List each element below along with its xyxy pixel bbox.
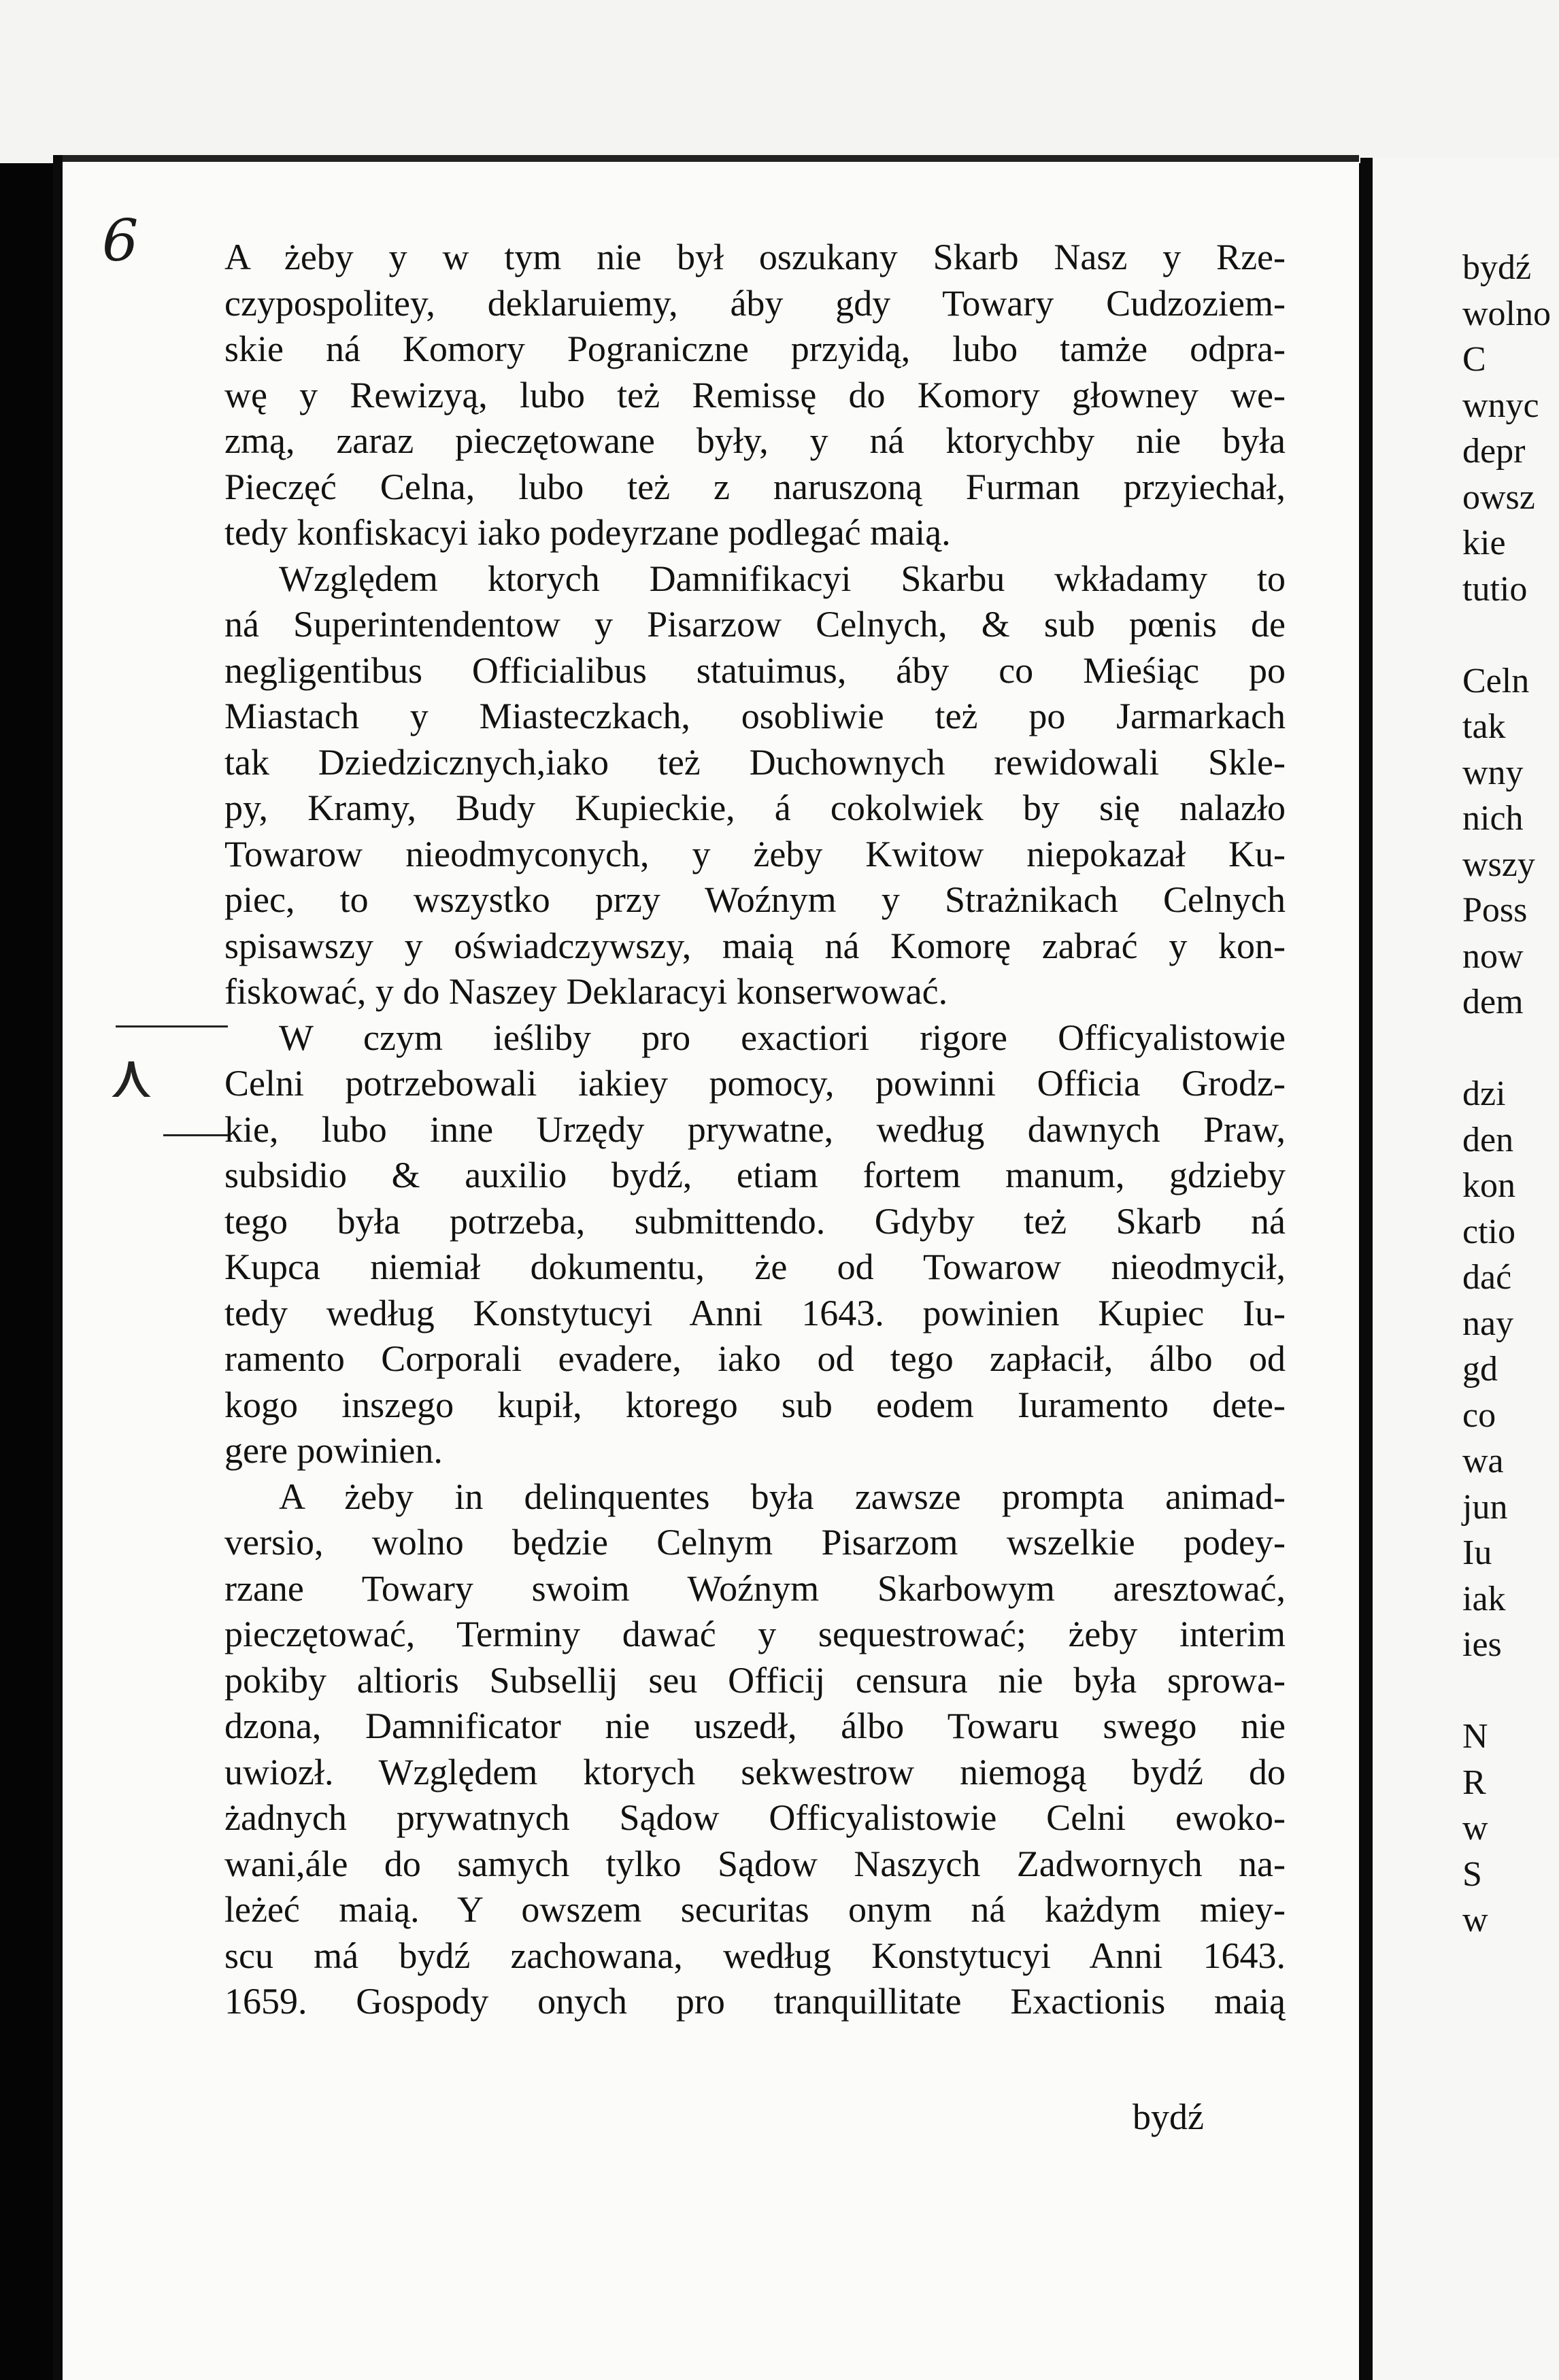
text-line: A żeby in delinquentes była zawsze prompta animad-: [279, 1476, 1286, 1517]
right-text-line: gd: [1462, 1350, 1498, 1389]
right-text-line: wa: [1462, 1442, 1504, 1480]
text-line: W czym ieśliby pro exactiori rigore Officyalistowie: [279, 1017, 1286, 1058]
right-text-line: co: [1462, 1395, 1496, 1435]
right-text-line: jun: [1462, 1487, 1508, 1527]
text-line: tedy konfiskacyi iako podeyrzane podlegać maią.: [224, 512, 951, 553]
text-line: fiskować, y do Naszey Deklaracyi konserwować.: [224, 971, 948, 1012]
margin-mark-icon: ⋏: [109, 1040, 154, 1112]
main-text: [224, 235, 1286, 2025]
text-line: Względem ktorych Damnifikacyi Skarbu wkładamy to: [279, 558, 1286, 599]
text-line: ná Superintendentow y Pisarzow Celnych, & sub pœnis de: [224, 604, 1286, 645]
right-text-line: ctio: [1462, 1212, 1515, 1251]
right-text-line: now: [1462, 936, 1524, 976]
right-text-line: wszy: [1462, 845, 1535, 884]
right-text-line: S: [1462, 1854, 1482, 1894]
right-text-line: depr: [1462, 432, 1526, 471]
text-line: Miastach y Miasteczkach, osobliwie też po Jarmarkach: [224, 696, 1286, 736]
text-line: Towarow nieodmyconych, y żeby Kwitow niepokazał Ku-: [224, 833, 1286, 874]
text-line: py, Kramy, Budy Kupieckie, á cokolwiek by się nalazło: [224, 787, 1286, 828]
margin-mark-line-bottom: [163, 1134, 228, 1136]
right-text-line: nay: [1462, 1304, 1514, 1343]
text-line: gere powinien.: [224, 1430, 443, 1471]
text-line: pokiby altioris Subsellij seu Officij censura nie była sprowa-: [224, 1659, 1286, 1701]
text-line: tego była potrzeba, submittendo. Gdyby też Skarb ná: [224, 1200, 1286, 1242]
text-line: subsidio & auxilio bydź, etiam fortem manum, gdzieby: [224, 1155, 1286, 1195]
right-text-line: [1462, 1668, 1551, 1714]
text-line: scu má bydź zachowana, według Konstytucyi Anni 1643.: [224, 1935, 1286, 1976]
right-text-line: [1462, 1025, 1551, 1072]
right-text-line: tak: [1462, 707, 1506, 746]
right-text-line: wny: [1462, 753, 1524, 792]
margin-mark-line-top: [116, 1025, 228, 1027]
right-text-line: dzi: [1462, 1074, 1506, 1113]
right-text-line: dem: [1462, 983, 1524, 1021]
book-edge-top: [0, 0, 1559, 163]
text-line: skie ná Komory Pograniczne przyidą, lubo tamże odpra-: [224, 328, 1286, 369]
text-line: zmą, zaraz pieczętowane były, y ná ktorychby nie była: [224, 420, 1286, 461]
text-line: wę y Rewizyą, lubo też Remissę do Komory głowney we-: [224, 374, 1286, 415]
text-line: spisawszy y oświadczywszy, maią ná Komorę zabrać y kon-: [224, 925, 1286, 966]
right-text-line: den: [1462, 1120, 1514, 1159]
text-line: pieczętować, Terminy dawać y sequestrować; żeby interim: [224, 1614, 1286, 1654]
text-line: versio, wolno będzie Celnym Pisarzom wszelkie podey-: [224, 1522, 1286, 1563]
text-line: tedy według Konstytucyi Anni 1643. powinien Kupiec Iu-: [224, 1292, 1286, 1333]
text-line: wani,ále do samych tylko Sądow Naszych Zadwornych na-: [224, 1843, 1286, 1884]
right-text-line: wnyc: [1462, 386, 1539, 425]
right-text-line: Iu: [1462, 1533, 1492, 1572]
right-text-line: w: [1462, 1809, 1488, 1848]
right-page-text: [1462, 245, 1551, 1943]
text-line: uwiozł. Względem ktorych sekwestrow niemogą bydź do: [224, 1751, 1286, 1792]
right-text-line: kon: [1462, 1166, 1515, 1205]
right-text-line: Poss: [1462, 891, 1528, 930]
text-line: ramento Corporali evadere, iako od tego zapłacił, álbo od: [224, 1338, 1286, 1379]
right-text-line: [1462, 612, 1551, 658]
catchword: bydź: [1133, 2096, 1204, 2137]
page-gutter: [1360, 158, 1373, 2380]
text-line: A żeby y w tym nie był oszukany Skarb Nasz y Rze-: [224, 237, 1286, 277]
text-line: żadnych prywatnych Sądow Officyalistowie Celni ewoko-: [224, 1797, 1286, 1838]
page-number: 6: [102, 207, 139, 274]
right-text-line: tutio: [1462, 569, 1528, 609]
right-text-line: w: [1462, 1901, 1488, 1939]
text-line: rzane Towary swoim Woźnym Skarbowym aresztować,: [224, 1567, 1286, 1609]
right-text-line: Celn: [1462, 661, 1530, 700]
text-line: Kupca niemiał dokumentu, że od Towarow nieodmycił,: [224, 1246, 1286, 1287]
text-line: czypospolitey, deklaruiemy, áby gdy Towary Cudzoziem-: [224, 282, 1286, 324]
text-line: negligentibus Officialibus statuimus, áby co Mieśiąc po: [224, 649, 1286, 691]
right-text-line: wolno: [1462, 294, 1551, 333]
text-line: tak Dziedzicznych,iako też Duchownych rewidowali Skle-: [224, 741, 1286, 783]
right-text-line: nich: [1462, 799, 1524, 838]
text-line: dzona, Damnificator nie uszedł, álbo Towaru swego nie: [224, 1705, 1286, 1746]
right-text-line: N: [1462, 1717, 1488, 1756]
right-text-line: iak: [1462, 1579, 1506, 1618]
text-line: leżeć maią. Y owszem securitas onym ná każdym miey-: [224, 1889, 1286, 1930]
right-text-line: owsz: [1462, 477, 1535, 517]
right-text-line: R: [1462, 1763, 1486, 1802]
text-line: kogo inszego kupił, ktorego sub eodem Iuramento dete-: [224, 1384, 1286, 1425]
right-text-line: bydź: [1462, 248, 1532, 287]
right-text-line: dać: [1462, 1258, 1512, 1297]
text-line: Celni potrzebowali iakiey pomocy, powinni Officia Grodz-: [224, 1063, 1286, 1104]
text-line: kie, lubo inne Urzędy prywatne, według dawnych Praw,: [224, 1108, 1286, 1150]
text-line: piec, to wszystko przy Woźnym y Strażnikach Celnych: [224, 879, 1286, 920]
text-line: 1659. Gospody onych pro tranquillitate Exactionis maią: [224, 1981, 1286, 2022]
right-text-line: C: [1462, 340, 1486, 379]
right-text-line: kie: [1462, 524, 1506, 562]
text-line: Pieczęć Celna, lubo też z naruszoną Furman przyiechał,: [224, 466, 1286, 507]
right-text-line: ies: [1462, 1625, 1502, 1664]
